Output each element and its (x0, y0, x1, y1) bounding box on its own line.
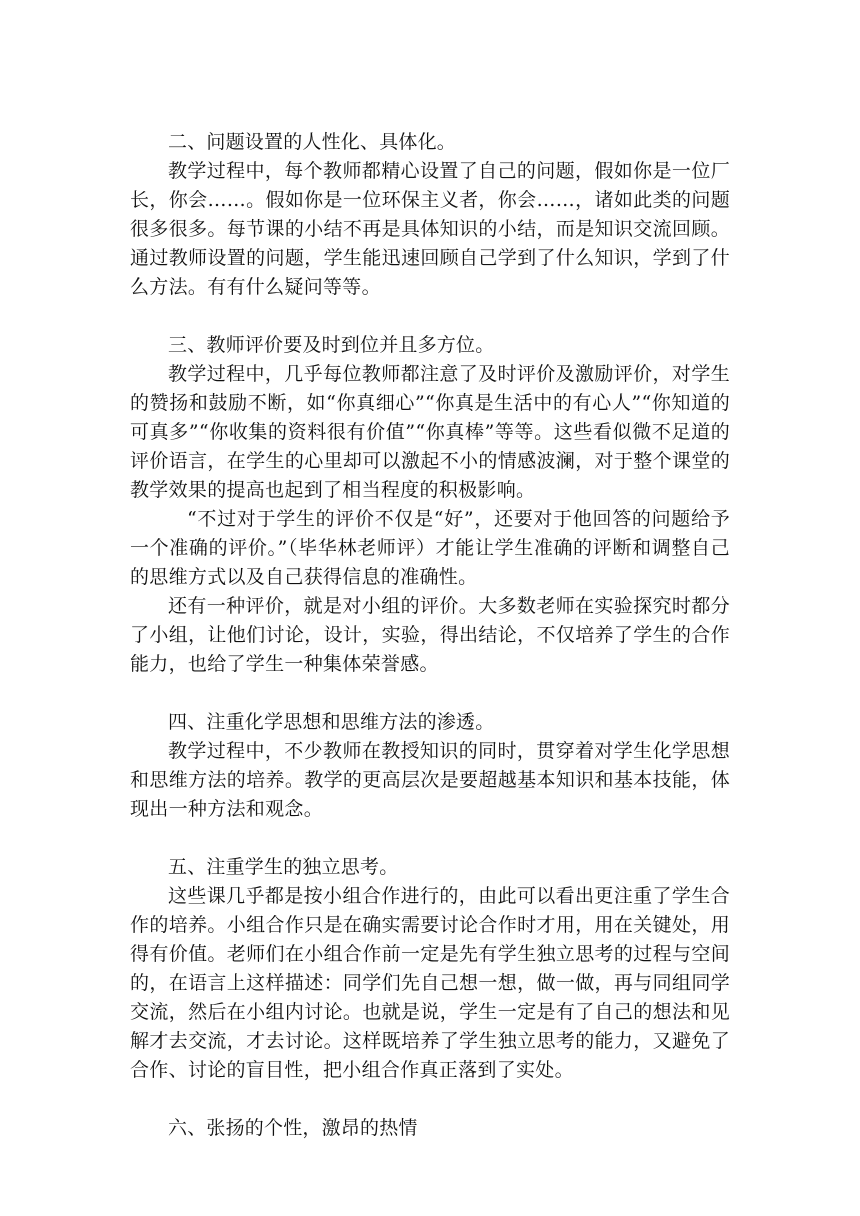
paragraph: 这些课几乎都是按小组合作进行的，由此可以看出更注重了学生合作的培养。小组合作只是在确实需要讨论合作时才用，用在关键处，用得有价值。老师们在小组合作前一定是先有学生独立思考的过程与空间的，在语言上这样描述：同学们先自己想一想，做一做，再与同组同学交流，然后在小组内讨论。也就是说，学生一定是有了自己的想法和见解才去交流，才去讨论。这样既培养了学生独立思考的能力，又避免了合作、讨论的盲目性，把小组合作真正落到了实处。 (130, 885, 730, 1081)
paragraph: 教学过程中，不少教师在教授知识的同时，贯穿着对学生化学思想和思维方法的培养。教学的更高层次是要超越基本知识和基本技能，体现出一种方法和观念。 (130, 740, 730, 820)
section-heading: 四、注重化学思想和思维方法的渗透。 (168, 711, 495, 733)
quote-paragraph: “不过对于学生的评价不仅是“好”，还要对于他回答的问题给予一个准确的评价。”（毕华林老师评）才能让学生准确的评断和调整自己的思维方式以及自己获得信息的准确性。 (130, 508, 730, 588)
section-6 (130, 1114, 730, 1143)
section-heading: 三、教师评价要及时到位并且多方位。 (168, 334, 495, 356)
section-5 (130, 853, 730, 1085)
section-2 (130, 128, 730, 302)
paragraph: 还有一种评价，就是对小组的评价。大多数老师在实验探究时都分了小组，让他们讨论，设计，实验，得出结论，不仅培养了学生的合作能力，也给了学生一种集体荣誉感。 (130, 595, 730, 675)
section-4 (130, 708, 730, 824)
paragraph: 教学过程中，几乎每位教师都注意了及时评价及激励评价，对学生的赞扬和鼓励不断，如“你真细心”“你真是生活中的有心人”“你知道的可真多”“你收集的资料很有价值”“你真棒”等等。这些看似微不足道的评价语言，在学生的心里却可以激起不小的情感波澜，对于整个课堂的教学效果的提高也起到了相当程度的积极影响。 (130, 363, 730, 501)
section-heading: 六、张扬的个性，激昂的热情 (168, 1117, 418, 1139)
paragraph: 教学过程中，每个教师都精心设置了自己的问题，假如你是一位厂长，你会……。假如你是一位环保主义者，你会……，诸如此类的问题很多很多。每节课的小结不再是具体知识的小结，而是知识交流回顾。通过教师设置的问题，学生能迅速回顾自己学到了什么知识，学到了什么方法。有有什么疑问等等。 (130, 160, 730, 298)
section-heading: 五、注重学生的独立思考。 (168, 856, 399, 878)
section-3 (130, 331, 730, 679)
section-heading: 二、问题设置的人性化、具体化。 (168, 131, 457, 153)
